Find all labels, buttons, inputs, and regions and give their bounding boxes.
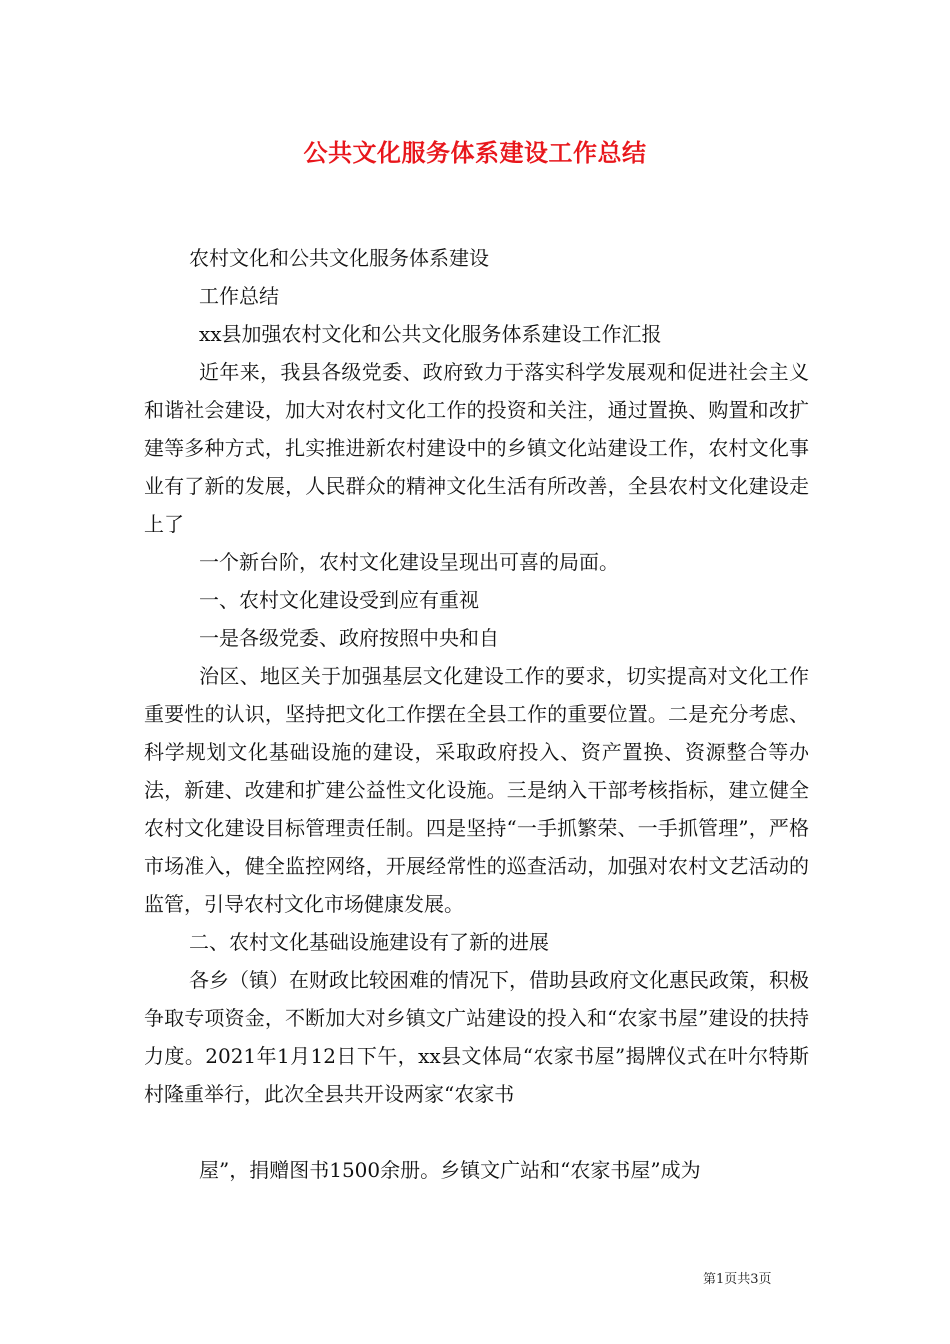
document-title: 公共文化服务体系建设工作总结 [303, 138, 647, 167]
subtitle: xx县加强农村文化和公共文化服务体系建设工作汇报 [199, 322, 662, 346]
heading-line-2: 工作总结 [199, 284, 279, 308]
paragraph-1: 近年来，我县各级党委、政府致力于落实科学发展观和促进社会主义和谐社会建设，加大对农村文化工作的投资和关注，通过置换、购置和改扩建等多种方式，扎实推进新农村建设中的乡镇文化站建设工作，农村文化事业有了新的发展，人民群众的精神文化生活有所改善，全县农村文化建设走上了 [144, 360, 809, 536]
paragraph-3: 治区、地区关于加强基层文化建设工作的要求，切实提高对文化工作重要性的认识，坚持把文化工作摆在全县工作的重要位置。二是充分考虑、科学规划文化基础设施的建设，采取政府投入、资产置换、资源整合等办法，新建、改建和扩建公益性文化设施。三是纳入干部考核指标，建立健全农村文化建设目标管理责任制。四是坚持“一手抓繁荣、一手抓管理”，严格市场准入，健全监控网络，开展经常性的巡查活动，加强对农村文艺活动的监管，引导农村文化市场健康发展。 [144, 664, 809, 916]
paragraph-5: 屋”，捐赠图书1500余册。乡镇文广站和“农家书屋”成为 [199, 1158, 701, 1182]
section-1-intro: 一是各级党委、政府按照中央和自 [199, 626, 499, 650]
page-indicator: 第1页共3页 [703, 1272, 772, 1287]
paragraph-2: 一个新台阶，农村文化建设呈现出可喜的局面。 [199, 550, 619, 574]
section-2-heading: 二、农村文化基础设施建设有了新的进展 [189, 930, 549, 954]
section-1-heading: 一、农村文化建设受到应有重视 [199, 588, 479, 612]
heading-line-1: 农村文化和公共文化服务体系建设 [189, 246, 489, 270]
paragraph-4: 各乡（镇）在财政比较困难的情况下，借助县政府文化惠民政策，积极争取专项资金，不断加大对乡镇文广站建设的投入和“农家书屋”建设的扶持力度。2021年1月12日下午，xx县文体局“农家书屋”揭牌仪式在叶尔特斯村隆重举行，此次全县共开设两家“农家书 [144, 968, 809, 1106]
